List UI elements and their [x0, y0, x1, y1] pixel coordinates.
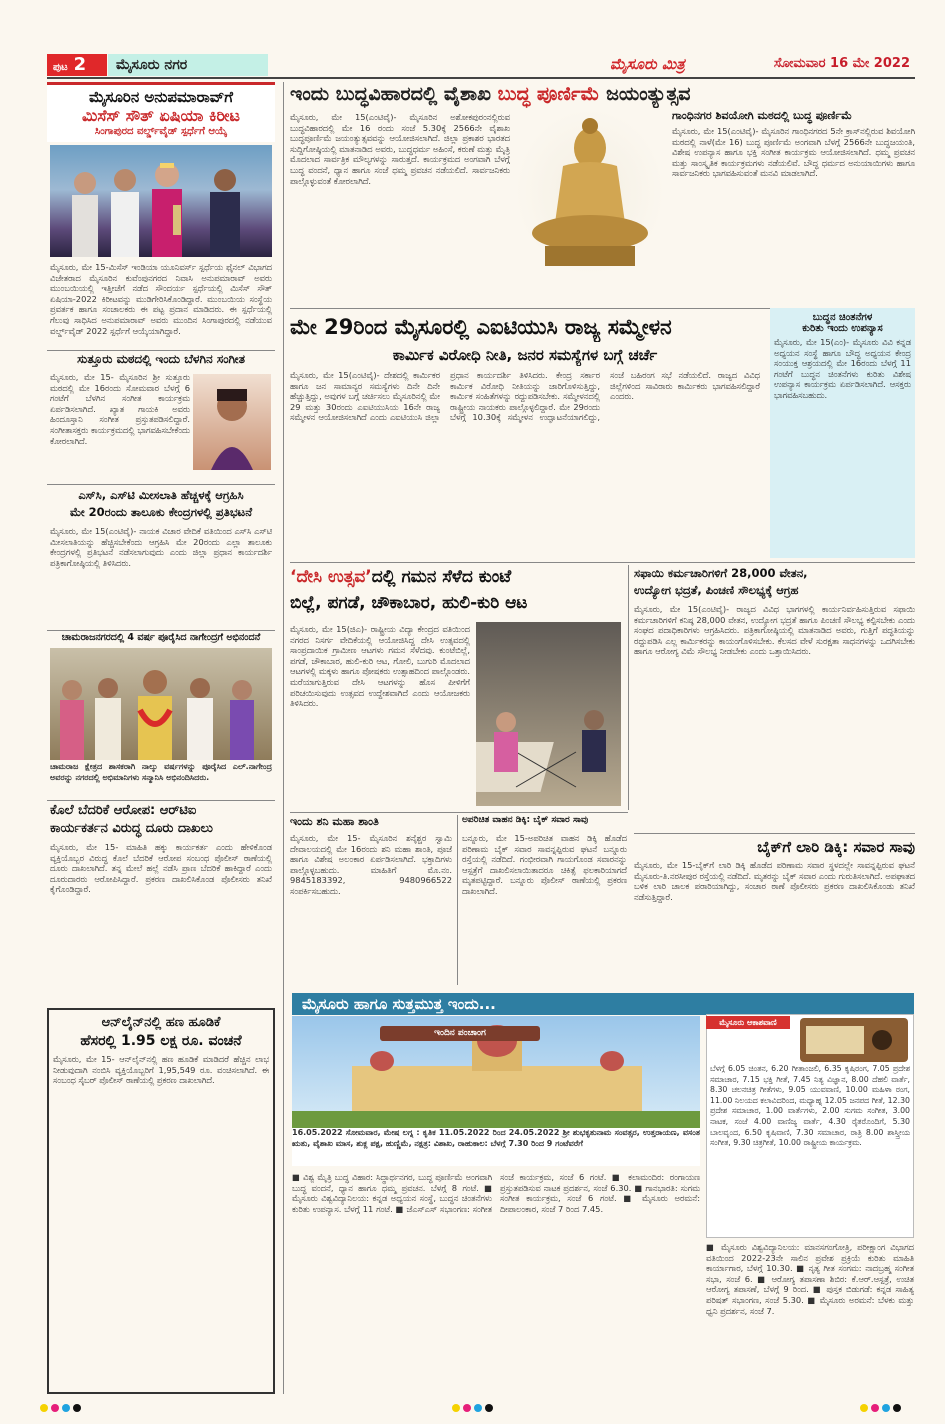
desi-headline-1: ದಲ್ಲಿ ಗಮನ ಸೆಳೆದ ಕುಂಟೆ	[371, 567, 512, 587]
sidebar-body: ಮೈಸೂರು, ಮೇ 15(ಎಂ)- ಮೈಸೂರು ವಿವಿ ಕನ್ನಡ ಅಧ್ಯಯನ ಸಂಸ್ಥೆ ಹಾಗೂ ಬೌದ್ಧ ಅಧ್ಯಯನ ಕೇಂದ್ರ ಸಂಯುಕ್ತ ಆಶ್ರಯದಲ್ಲಿ ಮೇ 16ರಂದು ಬೆಳಗ್ಗೆ 11 ಗಂಟೆಗೆ ಬುದ್ಧನ ಚಿಂತನೆಗಳು ಕುರಿತು ವಿಶೇಷ ಉಪನ್ಯಾಸ ಕಾರ್ಯಕ್ರಮ ಏರ್ಪಡಿಸಲಾಗಿದೆ. ಆಸಕ್ತರು ಭಾಗವಹಿಸಬಹುದು.	[774, 337, 911, 400]
radio-icon	[800, 1018, 908, 1062]
desi-headline-box	[290, 564, 622, 620]
photo-desi-games	[476, 622, 621, 806]
story-online-fraud-box	[47, 1008, 275, 1394]
felicitation-photo-illustration	[50, 648, 272, 760]
story-reservation-headline-box	[50, 487, 272, 523]
lead-headline-part-2: ಬುದ್ಧ ಪೂರ್ಣಿಮೆ	[497, 83, 600, 105]
aituc-headline: ಮೇ 29ರಿಂದ ಮೈಸೂರಲ್ಲಿ ಎಐಟಿಯುಸಿ ರಾಜ್ಯ ಸಮ್ಮೇಳನ	[290, 315, 672, 339]
story-rti-body: ಮೈಸೂರು, ಮೇ 15- ಮಾಹಿತಿ ಹಕ್ಕು ಕಾರ್ಯಕರ್ತ ಎಂದು ಹೇಳಿಕೊಂಡ ವ್ಯಕ್ತಿಯೊಬ್ಬರ ವಿರುದ್ಧ ಕೊಲೆ ಬೆದರಿಕೆ ಆರೋಪ ಸಂಬಂಧ ಪೊಲೀಸ್ ಠಾಣೆಯಲ್ಲಿ ದೂರು ದಾಖಲಾಗಿದೆ. ತನ್ನ ಮೇಲೆ ಹಲ್ಲೆ ನಡೆಸಿ ಪ್ರಾಣ ಬೆದರಿಕೆ ಹಾಕಿದ್ದಾರೆ ಎಂದು ದೂರುದಾರರು ಆರೋಪಿಸಿದ್ದಾರೆ. ಪ್ರಕರಣ ದಾಖಲಿಸಿಕೊಂಡ ಪೊಲೀಸರು ತನಿಖೆ ಕೈಗೊಂಡಿದ್ದಾರೆ.	[50, 842, 272, 895]
story-fraud-headline-2: ಹೆಸರಲ್ಲಿ 1.95 ಲಕ್ಷ ರೂ. ವಂಚನೆ	[80, 1033, 242, 1049]
lead-headline-part-1: ಇಂದು ಬುದ್ಧವಿಹಾರದಲ್ಲಿ ವೈಶಾಖ	[290, 83, 491, 105]
registration-dots-center	[452, 1404, 493, 1412]
city-today-banner: ಮೈಸೂರು ಹಾಗೂ ಸುತ್ತಮುತ್ತ ಇಂದು...	[292, 993, 914, 1015]
story-fraud-body: ಮೈಸೂರು, ಮೇ 15- ಆನ್‌ಲೈನ್‌ನಲ್ಲಿ ಹಣ ಹೂಡಿಕೆ ಮಾಡಿದರೆ ಹೆಚ್ಚಿನ ಲಾಭ ನೀಡುವುದಾಗಿ ನಂಬಿಸಿ ವ್ಯಕ್ತಿಯೊಬ್ಬರಿಗೆ 1,95,549 ರೂ. ವಂಚಿಸಲಾಗಿದೆ. ಈ ಸಂಬಂಧ ಸೈಬರ್ ಪೊಲೀಸ್ ಠಾಣೆಯಲ್ಲಿ ಪ್ರಕರಣ ದಾಖಲಾಗಿದೆ.	[53, 1054, 269, 1086]
radio-title: ಮೈಸೂರು ಆಕಾಶವಾಣಿ	[706, 1016, 790, 1029]
buddha-statue-illustration	[515, 108, 665, 276]
story-sangeetha-body: ಮೈಸೂರು, ಮೇ 15- ಮೈಸೂರಿನ ಶ್ರೀ ಸುತ್ತೂರು ಮಠದಲ್ಲಿ ಮೇ 16ರಂದು ಸೋಮವಾರ ಬೆಳಗ್ಗೆ 6 ಗಂಟೆಗೆ ಬೆಳಗಿನ ಸಂಗೀತ ಕಾರ್ಯಕ್ರಮ ಏರ್ಪಡಿಸಲಾಗಿದೆ. ಖ್ಯಾತ ಗಾಯಕಿ ಅವರು ಹಿಂದೂಸ್ತಾನಿ ಸಂಗೀತ ಪ್ರಸ್ತುತಪಡಿಸಲಿದ್ದಾರೆ. ಸಂಗೀತಾಸಕ್ತರು ಕಾರ್ಯಕ್ರಮದಲ್ಲಿ ಭಾಗವಹಿಸಬೇಕೆಂದು ಕೋರಲಾಗಿದೆ.	[50, 372, 190, 446]
panchanga-title: ಇಂದಿನ ಪಂಚಾಂಗ	[380, 1026, 540, 1041]
singer-portrait-illustration	[193, 374, 271, 470]
panchanga-text: 16.05.2022 ಸೋಮವಾರ, ಮೇಷ ಲಗ್ನ : ಕೃತಿಕ 11.05.2022 ರಿಂದ 24.05.2022 ಶ್ರೀ ಶುಭಕೃತುನಾಮ ಸಂವತ್ಸರ, ಉತ್ತರಾಯಣ, ವಸಂತ ಋತು, ವೈಶಾಖ ಮಾಸ, ಶುಕ್ಲ ಪಕ್ಷ, ಹುಣ್ಣಿಮೆ, ನಕ್ಷತ್ರ: ವಿಶಾಖ, ರಾಹುಕಾಲ: ಬೆಳಗ್ಗೆ 7.30 ರಿಂದ 9 ಗಂಟೆವರೆಗೆ	[292, 1128, 700, 1166]
story-anupama-body: ಮೈಸೂರು, ಮೇ 15-ಮಿಸೆಸ್ ಇಂಡಿಯಾ ಯೂನಿವರ್ಸ್ ಸ್ಪರ್ಧೆಯ ಫೈನಲ್ ವಿಭಾಗದ ವಿಜೇತರಾದ ಮೈಸೂರಿನ ಕುವೆಂಪುನಗರದ ನಿವಾಸಿ ಅನುಪಮಾರಾವ್ ಅವರು ಮುಂಬಯಿಯಲ್ಲಿ ಇತ್ತೀಚೆಗೆ ನಡೆದ ಸೌಂದರ್ಯ ಸ್ಪರ್ಧೆಯಲ್ಲಿ ಮಿಸೆಸ್ ಸೌತ್ ಏಷಿಯಾ-2022 ಕಿರೀಟವನ್ನು ಮುಡಿಗೇರಿಸಿಕೊಂಡಿದ್ದಾರೆ. ಮುಂಬಯಿಯ ಸಂಸ್ಥೆಯ ಪ್ರವರ್ತಕ ಹಾಗೂ ಸಂಚಾಲಕರು ಈ ಪಟ್ಟ ಪ್ರದಾನ ಮಾಡಿದರು. ಈ ಸ್ಪರ್ಧೆಯಲ್ಲಿ ಗೆಲುವು ಸಾಧಿಸಿದ ಅನುಪಮಾರಾವ್ ಅವರು ಮುಂದಿನ ಸಿಂಗಾಪುರದಲ್ಲಿ ನಡೆಯುವ ವರ್ಲ್ಡ್‌ವೈಡ್ 2022 ಸ್ಪರ್ಧೆಗೆ ಆಯ್ಕೆಯಾಗಿದ್ದಾರೆ.	[50, 262, 272, 336]
story-anupama-subhead: ಸಿಂಗಾಪುರದ ವರ್ಲ್ಡ್‌ವೈಡ್ ಸ್ಪರ್ಧೆಗೆ ಆಯ್ಕೆ	[94, 126, 228, 137]
sidebar-headline-2: ಕುರಿತು ಇಂದು ಉಪನ್ಯಾಸ	[802, 323, 883, 334]
safai-headline-1: ಸಫಾಯಿ ಕರ್ಮಚಾರಿಗಳಿಗೆ 28,000 ವೇತನ,	[634, 566, 808, 580]
section-name: ಮೈಸೂರು ನಗರ	[108, 54, 268, 76]
story-fraud-headline-1: ಆನ್‌ಲೈನ್‌ನಲ್ಲಿ ಹಣ ಹೂಡಿಕೆ	[101, 1015, 221, 1030]
shani-headline: ಇಂದು ಶನಿ ಮಹಾ ಶಾಂತಿ	[290, 815, 379, 828]
photo-felicitation	[50, 648, 272, 760]
registration-dots-left	[40, 1404, 81, 1412]
safai-headline-2: ಉದ್ಯೋಗ ಭದ್ರತೆ, ಪಿಂಚಣಿ ಸೌಲಭ್ಯಕ್ಕೆ ಆಗ್ರಹ	[634, 583, 799, 597]
header-rule	[47, 77, 915, 79]
page-label: ಪುಟ	[53, 62, 68, 73]
story-reservation-headline-2: ಮೇ 20ರಂದು ತಾಲೂಕು ಕೇಂದ್ರಗಳಲ್ಲಿ ಪ್ರತಿಭಟನೆ	[69, 505, 253, 519]
story-anupama-headline-box	[47, 82, 275, 142]
aituc-subhead: ಕಾರ್ಮಿಕ ವಿರೋಧಿ ನೀತಿ, ಜನರ ಸಮಸ್ಯೆಗಳ ಬಗ್ಗೆ ಚರ್ಚೆ	[392, 346, 658, 364]
column-rule	[283, 82, 284, 1394]
story-nagendra-caption-top: ಚಾಮರಾಜನಗರದಲ್ಲಿ 4 ವರ್ಷ ಪೂರೈಸಿದ ನಾಗೇಂದ್ರಗೆ ಅಭಿನಂದನೆ	[61, 632, 261, 643]
vehicle-headline: ಅಪರಿಚಿತ ವಾಹನ ಡಿಕ್ಕಿ: ಬೈಕ್ ಸವಾರ ಸಾವು	[462, 815, 589, 825]
desi-headline-2: ಬಿಲ್ಲೆ, ಪಗಡೆ, ಚೌಕಾಬಾರ, ಹುಲಿ-ಕುರಿ ಆಟ	[290, 593, 528, 613]
divider	[290, 562, 915, 563]
story-rti-headline-1: ಕೊಲೆ ಬೆದರಿಕೆ ಆರೋಪ: ಆರ್‌ಟಿಐ	[50, 803, 197, 818]
events-list: ■ ವಿಶ್ವ ಮೈತ್ರಿ ಬುದ್ಧ ವಿಹಾರ: ಸಿದ್ಧಾರ್ಥನಗರ, ಬುದ್ಧ ಪೂರ್ಣಿಮೆ ಅಂಗವಾಗಿ ಬುದ್ಧ ವಂದನೆ, ಧ್ಯಾನ ಹಾಗೂ ಧಮ್ಮ ಪ್ರವಚನ. ಬೆಳಗ್ಗೆ 8 ಗಂಟೆ. ■ ಮೈಸೂರು ವಿಶ್ವವಿದ್ಯಾನಿಲಯ: ಕನ್ನಡ ಅಧ್ಯಯನ ಸಂಸ್ಥೆ, ಬುದ್ಧನ ಚಿಂತನೆಗಳು ಕುರಿತು ಉಪನ್ಯಾಸ. ಬೆಳಗ್ಗೆ 11 ಗಂಟೆ. ■ ಜೆಎಸ್‌ಎಸ್ ಸಭಾಂಗಣ: ಸಂಗೀತ ಸಂಜೆ ಕಾರ್ಯಕ್ರಮ, ಸಂಜೆ 6 ಗಂಟೆ. ■ ಕಲಾಮಂದಿರ: ರಂಗಾಯಣ ಪ್ರಸ್ತುತಪಡಿಸುವ ನಾಟಕ ಪ್ರದರ್ಶನ, ಸಂಜೆ 6.30. ■ ಗಾನಭಾರತಿ: ಸುಗಮ ಸಂಗೀತ ಕಾರ್ಯಕ್ರಮ, ಸಂಜೆ 6 ಗಂಟೆ. ■ ಮೈಸೂರು ಅರಮನೆ: ದೀಪಾಲಂಕಾರ, ಸಂಜೆ 7 ರಿಂದ 7.45.	[292, 1172, 700, 1214]
radio-schedule-text: ಬೆಳಗ್ಗೆ 6.05 ಚಿಂತನ, 6.20 ಗೀತಾಂಜಲಿ, 6.35 ಕೃಷಿರಂಗ, 7.05 ಪ್ರದೇಶ ಸಮಾಚಾರ, 7.15 ಭಕ್ತಿ ಗೀತೆ, 7.45 ನಿತ್ಯ ವಿಜ್ಞಾನ, 8.00 ದೆಹಲಿ ವಾರ್ತೆ, 8.30 ಚಲನಚಿತ್ರ ಗೀತೆಗಳು, 9.05 ಯುವವಾಣಿ, 10.00 ಮಹಿಳಾ ರಂಗ, 11.00 ನಿಲಯದ ಕಲಾವಿದರಿಂದ, ಮಧ್ಯಾಹ್ನ 12.05 ಜನಪದ ಗೀತೆ, 12.30 ಪ್ರದೇಶ ಸಮಾಚಾರ, 1.00 ವಾರ್ತೆಗಳು, 2.00 ಸುಗಮ ಸಂಗೀತ, 3.00 ನಾಟಕ, ಸಂಜೆ 4.00 ವಾಣಿಜ್ಯ ವಾರ್ತೆ, 4.30 ರೈತರೊಂದಿಗೆ, 5.30 ಬಾಲವೃಂದ, 6.50 ಕೃಷಿವಾಣಿ, 7.30 ಸಮಾಚಾರ, ರಾತ್ರಿ 8.00 ಶಾಸ್ತ್ರೀಯ ಸಂಗೀತ, 9.30 ಚಿತ್ರಗೀತೆ, 10.00 ರಾಷ್ಟ್ರೀಯ ಕಾರ್ಯಕ್ರಮ.	[710, 1064, 910, 1148]
bike-body: ಮೈಸೂರು, ಮೇ 15-ಬೈಕ್‌ಗೆ ಲಾರಿ ಡಿಕ್ಕಿ ಹೊಡೆದ ಪರಿಣಾಮ ಸವಾರ ಸ್ಥಳದಲ್ಲೇ ಸಾವನ್ನಪ್ಪಿರುವ ಘಟನೆ ಮೈಸೂರು-ತಿ.ನರಸೀಪುರ ರಸ್ತೆಯಲ್ಲಿ ನಡೆದಿದೆ. ಮೃತರನ್ನು ಬೈಕ್ ಸವಾರ ಎಂದು ಗುರುತಿಸಲಾಗಿದೆ. ಅಪಘಾತದ ಬಳಿಕ ಲಾರಿ ಚಾಲಕ ಪರಾರಿಯಾಗಿದ್ದು, ಸಂಚಾರ ಠಾಣೆ ಪೊಲೀಸರು ಪ್ರಕರಣ ದಾಖಲಿಸಿಕೊಂಡು ತನಿಖೆ ನಡೆಸುತ್ತಿದ್ದಾರೆ.	[634, 860, 915, 902]
issue-date: ಸೋಮವಾರ 16 ಮೇ 2022	[773, 56, 910, 71]
photo-buddha-statue	[515, 108, 665, 276]
events-list-right: ■ ಮೈಸೂರು ವಿಶ್ವವಿದ್ಯಾನಿಲಯ: ಮಾನಸಗಂಗೋತ್ರಿ, ಪರೀಕ್ಷಾಂಗ ವಿಭಾಗದ ವತಿಯಿಂದ 2022-23ನೇ ಸಾಲಿನ ಪ್ರವೇಶ ಪ್ರಕ್ರಿಯೆ ಕುರಿತು ಮಾಹಿತಿ ಕಾರ್ಯಾಗಾರ, ಬೆಳಗ್ಗೆ 10.30. ■ ನೃತ್ಯ ಗೀತ ಸಂಗಮ: ನಾದಬ್ರಹ್ಮ ಸಂಗೀತ ಸಭಾ, ಸಂಜೆ 6. ■ ಆರೋಗ್ಯ ತಪಾಸಣಾ ಶಿಬಿರ: ಕೆ.ಆರ್.ಆಸ್ಪತ್ರೆ, ಉಚಿತ ಆರೋಗ್ಯ ತಪಾಸಣೆ, ಬೆಳಗ್ಗೆ 9 ರಿಂದ. ■ ಪುಸ್ತಕ ಬಿಡುಗಡೆ: ಕನ್ನಡ ಸಾಹಿತ್ಯ ಪರಿಷತ್ ಸಭಾಂಗಣ, ಸಂಜೆ 5.30. ■ ಮೈಸೂರು ಅರಮನೆ: ಬೆಳಕು ಮತ್ತು ಧ್ವನಿ ಪ್ರದರ್ಶನ, ಸಂಜೆ 7.	[706, 1242, 914, 1316]
masthead: ಮೈಸೂರು ಮಿತ್ರ	[610, 55, 685, 73]
column-rule	[628, 565, 629, 810]
story-anupama-headline-1: ಮೈಸೂರಿನ ಅನುಪಮಾರಾವ್‌ಗೆ	[88, 88, 234, 106]
registration-dots-right	[860, 1404, 901, 1412]
safai-headline-box	[634, 565, 915, 601]
story-rti-headline-2: ಕಾರ್ಯಕರ್ತನ ವಿರುದ್ಧ ದೂರು ದಾಖಲು	[50, 821, 213, 836]
lead-headline-part-3: ಜಯಂತ್ಯುತ್ಸವ	[606, 83, 691, 105]
divider	[634, 833, 915, 834]
safai-body: ಮೈಸೂರು, ಮೇ 15(ಎಂಟಿವೈ)- ರಾಜ್ಯದ ವಿವಿಧ ಭಾಗಗಳಲ್ಲಿ ಕಾರ್ಯನಿರ್ವಹಿಸುತ್ತಿರುವ ಸಫಾಯಿ ಕರ್ಮಚಾರಿಗಳಿಗೆ ಕನಿಷ್ಠ 28,000 ವೇತನ, ಉದ್ಯೋಗ ಭದ್ರತೆ ಹಾಗೂ ಪಿಂಚಣಿ ಸೌಲಭ್ಯ ಕಲ್ಪಿಸಬೇಕು ಎಂದು ಸಂಘದ ಪದಾಧಿಕಾರಿಗಳು ಆಗ್ರಹಿಸಿದರು. ಪತ್ರಿಕಾಗೋಷ್ಠಿಯಲ್ಲಿ ಮಾತನಾಡಿದ ಅವರು, ಗುತ್ತಿಗೆ ಪದ್ಧತಿಯನ್ನು ರದ್ದುಪಡಿಸಿ ಎಲ್ಲ ಕಾರ್ಮಿಕರನ್ನು ಕಾಯಂಗೊಳಿಸಬೇಕು. ಕೆಲಸದ ವೇಳೆ ಸುರಕ್ಷತಾ ಸಾಧನಗಳನ್ನು ಒದಗಿಸಬೇಕು ಹಾಗೂ ಆರೋಗ್ಯ ವಿಮೆ ಸೌಲಭ್ಯ ನೀಡಬೇಕು ಎಂದು ಒತ್ತಾಯಿಸಿದರು.	[634, 604, 915, 657]
column-rule	[457, 815, 458, 985]
divider	[47, 630, 275, 631]
radio-illustration	[800, 1018, 908, 1062]
divider	[290, 812, 628, 813]
page-number-badge	[47, 54, 107, 76]
story-reservation-body: ಮೈಸೂರು, ಮೇ 15(ಎಂಟಿವೈ)- ನಾಯಕ ವಿಚಾರ ವೇದಿಕೆ ವತಿಯಿಂದ ಎಸ್‌ಸಿ ಎಸ್‌ಟಿ ಮೀಸಲಾತಿಯನ್ನು ಹೆಚ್ಚಿಸಬೇಕೆಂದು ಆಗ್ರಹಿಸಿ ಮೇ 20ರಂದು ಎಲ್ಲಾ ತಾಲೂಕು ಕೇಂದ್ರಗಳಲ್ಲಿ ಪ್ರತಿಭಟನೆ ನಡೆಸಲಾಗುವುದು ಎಂದು ಜಿಲ್ಲಾ ಪ್ರಧಾನ ಕಾರ್ಯದರ್ಶಿ ಪತ್ರಿಕಾಗೋಷ್ಠಿಯಲ್ಲಿ ತಿಳಿಸಿದರು.	[50, 526, 272, 568]
desi-body: ಮೈಸೂರು, ಮೇ 15(ಜಿಎ)- ರಾಷ್ಟ್ರೀಯ ವಿದ್ಯಾ ಕೇಂದ್ರದ ವತಿಯಿಂದ ನಗರದ ನಿಸರ್ಗ ವೇದಿಕೆಯಲ್ಲಿ ಆಯೋಜಿಸಿದ್ದ ದೇಸಿ ಉತ್ಸವದಲ್ಲಿ ಸಾಂಪ್ರದಾಯಿಕ ಗ್ರಾಮೀಣ ಆಟಗಳು ಗಮನ ಸೆಳೆದವು. ಕುಂಟೆಬಿಲ್ಲೆ, ಪಗಡೆ, ಚೌಕಾಬಾರ, ಹುಲಿ-ಕುರಿ ಆಟ, ಗೋಲಿ, ಬುಗುರಿ ಮೊದಲಾದ ಆಟಗಳಲ್ಲಿ ಮಕ್ಕಳು ಹಾಗೂ ಪೋಷಕರು ಉತ್ಸಾಹದಿಂದ ಪಾಲ್ಗೊಂಡರು. ಮರೆಯಾಗುತ್ತಿರುವ ದೇಸಿ ಆಟಗಳನ್ನು ಹೊಸ ಪೀಳಿಗೆಗೆ ಪರಿಚಯಿಸುವುದು ಉತ್ಸವದ ಉದ್ದೇಶವಾಗಿದೆ ಎಂದು ಆಯೋಜಕರು ತಿಳಿಸಿದರು.	[290, 624, 470, 709]
story-reservation-headline-1: ಎಸ್‌ಸಿ, ಎಸ್‌ಟಿ ಮೀಸಲಾತಿ ಹೆಚ್ಚಳಕ್ಕೆ ಆಗ್ರಹಿಸಿ	[78, 488, 244, 502]
lead-story-body: ಮೈಸೂರು, ಮೇ 15(ಎಂಟಿವೈ)- ಮೈಸೂರಿನ ಅಶೋಕಪುರಂನಲ್ಲಿರುವ ಬುದ್ಧವಿಹಾರದಲ್ಲಿ ಮೇ 16 ರಂದು ಸಂಜೆ 5.30ಕ್ಕೆ 2566ನೇ ವೈಶಾಖ ಬುದ್ಧಪೂರ್ಣಿಮೆ ಜಯಂತ್ಯುತ್ಸವವನ್ನು ಆಯೋಜಿಸಲಾಗಿದೆ. ಜಿಲ್ಲಾ ಪ್ರಕಾಶರ ಭಾರತದ ಸುದ್ದಿಗೋಷ್ಠಿಯಲ್ಲಿ ಮಾತನಾಡಿದ ಅವರು, ಬುದ್ಧಧರ್ಮ ಅಹಿಂಸೆ, ಕರುಣೆ ಮತ್ತು ಮೈತ್ರಿ ಮೊದಲಾದ ಸಾರ್ವತ್ರಿಕ ಮೌಲ್ಯಗಳನ್ನು ಸಾರುತ್ತದೆ. ಕಾರ್ಯಕ್ರಮದ ಅಂಗವಾಗಿ ಬೆಳಗ್ಗೆ ಬುದ್ಧ ವಂದನೆ, ಧ್ಯಾನ ಹಾಗೂ ಸಂಜೆ ಧಮ್ಮ ಪ್ರವಚನ ನಡೆಯಲಿದೆ. ಸಾರ್ವಜನಿಕರು ಪಾಲ್ಗೊಳ್ಳುವಂತೆ ಕೋರಲಾಗಿದೆ.	[290, 112, 510, 186]
photo-singer	[193, 374, 271, 470]
divider	[47, 484, 275, 485]
sidebar-buddha-talk-box	[770, 308, 915, 558]
story-rti-headline-box	[50, 802, 272, 838]
story-nagendra-photo-caption: ಚಾಮರಾಜ ಕ್ಷೇತ್ರದ ಶಾಸಕರಾಗಿ ನಾಲ್ಕು ವರ್ಷಗಳನ್ನು ಪೂರೈಸಿದ ಎಲ್.ನಾಗೇಂದ್ರ ಅವರನ್ನು ನಗರದಲ್ಲಿ ಅಭಿಮಾನಿಗಳು ಸನ್ಮಾನಿಸಿ ಅಭಿನಂದಿಸಿದರು.	[50, 762, 272, 782]
vehicle-body: ಬನ್ನೂರು, ಮೇ 15-ಅಪರಿಚಿತ ವಾಹನ ಡಿಕ್ಕಿ ಹೊಡೆದ ಪರಿಣಾಮ ಬೈಕ್ ಸವಾರ ಸಾವನ್ನಪ್ಪಿರುವ ಘಟನೆ ಬನ್ನೂರು ರಸ್ತೆಯಲ್ಲಿ ನಡೆದಿದೆ. ಗಂಭೀರವಾಗಿ ಗಾಯಗೊಂಡ ಸವಾರನನ್ನು ಆಸ್ಪತ್ರೆಗೆ ದಾಖಲಿಸಲಾಯಿತಾದರೂ ಚಿಕಿತ್ಸೆ ಫಲಕಾರಿಯಾಗದೆ ಮೃತಪಟ್ಟಿದ್ದಾರೆ. ಬನ್ನೂರು ಪೊಲೀಸ್ ಠಾಣೆಯಲ್ಲಿ ಪ್ರಕರಣ ದಾಖಲಾಗಿದೆ.	[462, 833, 627, 896]
lead-side-headline: ಗಾಂಧಿನಗರ ಶಿವಯೋಗಿ ಮಠದಲ್ಲಿ ಬುದ್ಧ ಪೂರ್ಣಿಮೆ	[672, 109, 853, 122]
bike-headline: ಬೈಕ್‌ಗೆ ಲಾರಿ ಡಿಕ್ಕಿ: ಸವಾರ ಸಾವು	[757, 838, 915, 856]
photo-crowning-ceremony	[50, 145, 272, 257]
crowning-photo-illustration	[50, 145, 272, 257]
divider	[47, 350, 275, 351]
sidebar-headline-1: ಬುದ್ಧನ ಚಿಂತನೆಗಳ	[812, 312, 873, 323]
lead-headline	[290, 80, 915, 108]
story-anupama-headline-2: ಮಿಸೆಸ್ ಸೌತ್ ಏಷಿಯಾ ಕಿರೀಟ	[82, 106, 240, 125]
desi-games-illustration	[476, 622, 621, 806]
shani-body: ಮೈಸೂರು, ಮೇ 15- ಮೈಸೂರಿನ ಶನೈಶ್ಚರ ಸ್ವಾಮಿ ದೇವಾಲಯದಲ್ಲಿ ಮೇ 16ರಂದು ಶನಿ ಮಹಾ ಶಾಂತಿ, ಪೂಜೆ ಹಾಗೂ ವಿಶೇಷ ಅಲಂಕಾರ ಏರ್ಪಡಿಸಲಾಗಿದೆ. ಭಕ್ತಾದಿಗಳು ಪಾಲ್ಗೊಳ್ಳಬಹುದು. ಮಾಹಿತಿಗೆ ಮೊ.ನಂ. 9845183392, 9480966522 ಸಂಪರ್ಕಿಸಬಹುದು.	[290, 833, 452, 896]
story-sangeetha-headline: ಸುತ್ತೂರು ಮಠದಲ್ಲಿ ಇಂದು ಬೆಳಗಿನ ಸಂಗೀತ	[77, 352, 245, 366]
aituc-body: ಮೈಸೂರು, ಮೇ 15(ಎಂಟಿವೈ)- ದೇಶದಲ್ಲಿ ಕಾರ್ಮಿಕರ ಹಾಗೂ ಜನ ಸಾಮಾನ್ಯರ ಸಮಸ್ಯೆಗಳು ದಿನೇ ದಿನೇ ಹೆಚ್ಚುತ್ತಿದ್ದು, ಅವುಗಳ ಬಗ್ಗೆ ಚರ್ಚಿಸಲು ಮೈಸೂರಿನಲ್ಲಿ ಮೇ 29 ಮತ್ತು 30ರಂದು ಎಐಟಿಯುಸಿಯ 16ನೇ ರಾಜ್ಯ ಸಮ್ಮೇಳನ ಆಯೋಜಿಸಲಾಗಿದೆ ಎಂದು ಎಐಟಿಯುಸಿ ಜಿಲ್ಲಾ ಪ್ರಧಾನ ಕಾರ್ಯದರ್ಶಿ ತಿಳಿಸಿದರು. ಕೇಂದ್ರ ಸರ್ಕಾರ ಕಾರ್ಮಿಕ ವಿರೋಧಿ ನೀತಿಯನ್ನು ಜಾರಿಗೊಳಿಸುತ್ತಿದ್ದು, ಕಾರ್ಮಿಕ ಸಂಹಿತೆಗಳನ್ನು ರದ್ದುಪಡಿಸಬೇಕು. ಸಮ್ಮೇಳನದಲ್ಲಿ ರಾಷ್ಟ್ರೀಯ ನಾಯಕರು ಪಾಲ್ಗೊಳ್ಳಲಿದ್ದಾರೆ. ಮೇ 29ರಂದು ಬೆಳಗ್ಗೆ 10.30ಕ್ಕೆ ಸಮ್ಮೇಳನ ಉದ್ಘಾಟನೆಯಾಗಲಿದ್ದು, ಸಂಜೆ ಬಹಿರಂಗ ಸಭೆ ನಡೆಯಲಿದೆ. ರಾಜ್ಯದ ವಿವಿಧ ಜಿಲ್ಲೆಗಳಿಂದ ಸಾವಿರಾರು ಕಾರ್ಮಿಕರು ಭಾಗವಹಿಸಲಿದ್ದಾರೆ ಎಂದರು.	[290, 370, 760, 423]
lead-side-story	[672, 108, 915, 304]
page-number: 2	[73, 54, 87, 75]
divider	[47, 800, 275, 801]
desi-headline-quoted: ‘ದೇಸಿ ಉತ್ಸವ’	[290, 567, 372, 587]
lead-side-body: ಮೈಸೂರು, ಮೇ 15(ಎಂಟಿವೈ)- ಮೈಸೂರಿನ ಗಾಂಧಿನಗರದ 5ನೇ ಕ್ರಾಸ್‌ನಲ್ಲಿರುವ ಶಿವಯೋಗಿ ಮಠದಲ್ಲಿ ನಾಳೆ(ಮೇ 16) ಬುದ್ಧ ಪೂರ್ಣಿಮೆ ಅಂಗವಾಗಿ ಬೆಳಗ್ಗೆ 2566ನೇ ಬುದ್ಧಜಯಂತಿ, ವಿಶೇಷ ಉಪನ್ಯಾಸ ಹಾಗೂ ಭಕ್ತಿ ಸಂಗೀತ ಕಾರ್ಯಕ್ರಮ ಆಯೋಜಿಸಲಾಗಿದೆ. ಧಮ್ಮ ಪ್ರವಚನ ಮತ್ತು ಸಾಂಸ್ಕೃತಿಕ ಕಾರ್ಯಕ್ರಮಗಳು ನಡೆಯಲಿವೆ. ಬೌದ್ಧ ಧರ್ಮದ ಅನುಯಾಯಿಗಳು ಹಾಗೂ ಸಾರ್ವಜನಿಕರು ಭಾಗವಹಿಸುವಂತೆ ಮನವಿ ಮಾಡಲಾಗಿದೆ.	[672, 126, 915, 179]
